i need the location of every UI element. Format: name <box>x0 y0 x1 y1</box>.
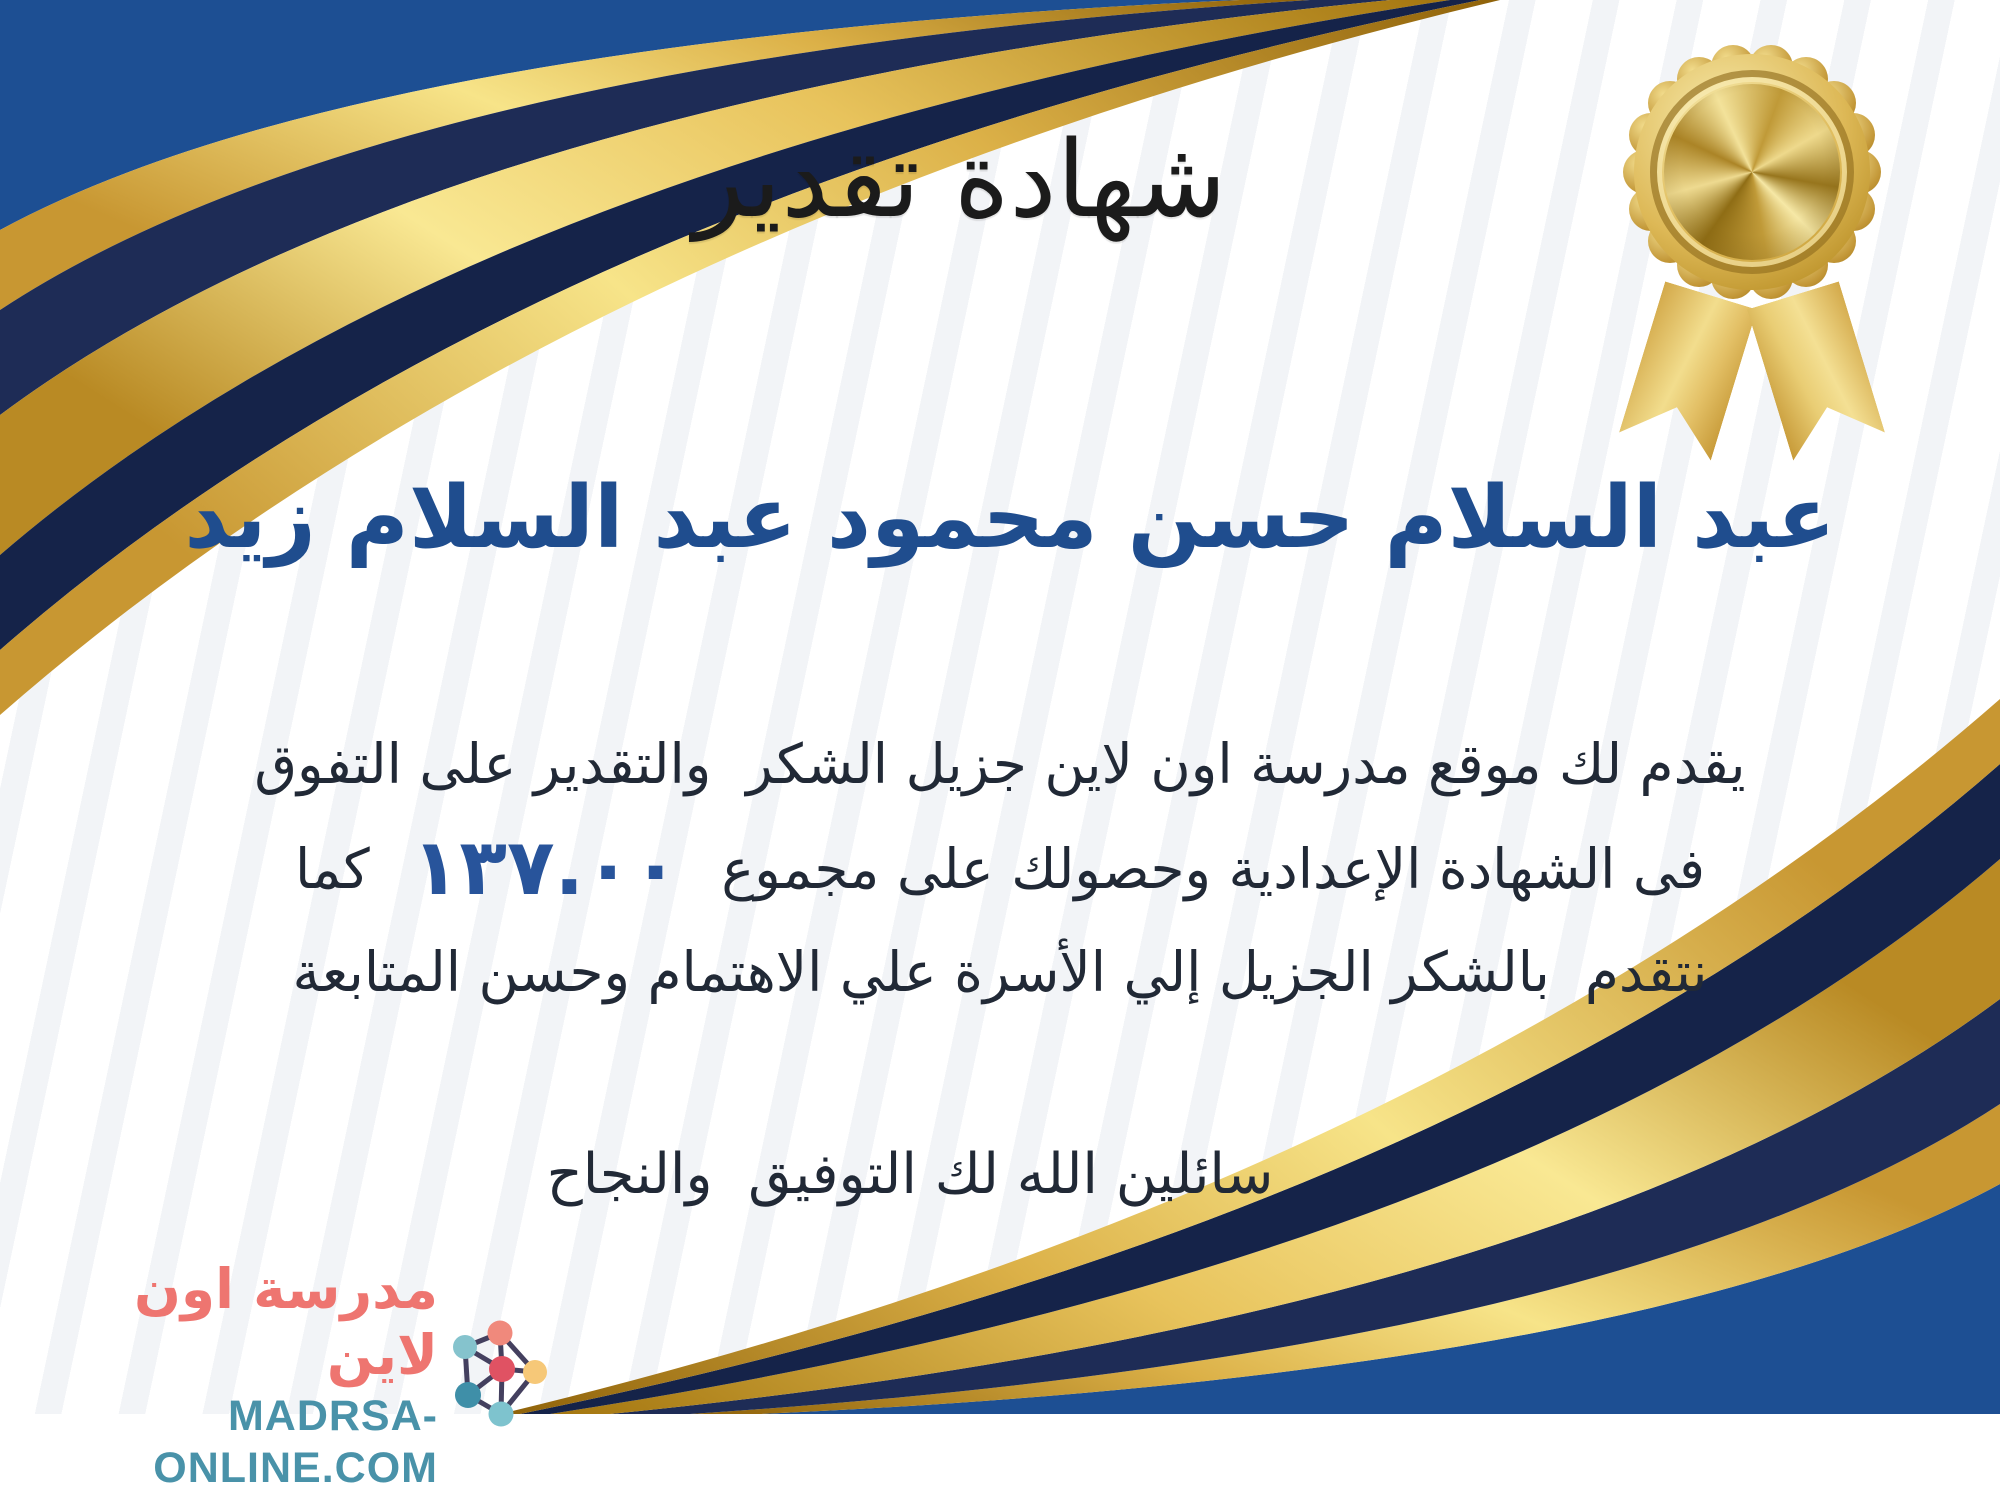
site-logo <box>14 1256 550 1494</box>
corner-swoosh-top-left <box>0 0 1500 715</box>
logo-node-red <box>489 1356 515 1382</box>
site-logo-arabic-name: مدرسة اون لاين <box>133 1257 438 1387</box>
logo-node-salmon <box>488 1321 513 1346</box>
network-graph-logo-icon <box>450 1316 550 1434</box>
body-line-1: يقدم لك موقع مدرسة اون لاين جزيل الشكر والتقدير على التفوق <box>254 732 1746 796</box>
logo-node-dark-teal <box>455 1382 481 1408</box>
body-line-2-tail: كما <box>294 837 370 901</box>
logo-node-yellow <box>523 1360 547 1384</box>
logo-node-light-teal <box>453 1335 477 1359</box>
certificate-body <box>0 712 2000 1024</box>
closing-line: سائلين الله لك التوفيق والنجاح <box>546 1142 1274 1207</box>
recipient-name: عبد السلام حسن محمود عبد السلام زيد <box>184 468 1836 568</box>
total-score-value: ١٣٧.٠٠ <box>411 823 680 913</box>
site-logo-texts <box>14 1256 438 1494</box>
body-line-2-text: فى الشهادة الإعدادية وحصولك على مجموع <box>721 837 1706 901</box>
logo-node-bottom-teal <box>489 1402 514 1427</box>
certificate-title: شهادة تقدير <box>693 118 1227 241</box>
site-logo-domain: MADRSA-ONLINE.COM <box>153 1392 438 1492</box>
body-line-3: نتقدم بالشكر الجزيل إلي الأسرة علي الاهتمام وحسن المتابعة <box>292 940 1708 1004</box>
body-line-2 <box>0 816 2000 920</box>
